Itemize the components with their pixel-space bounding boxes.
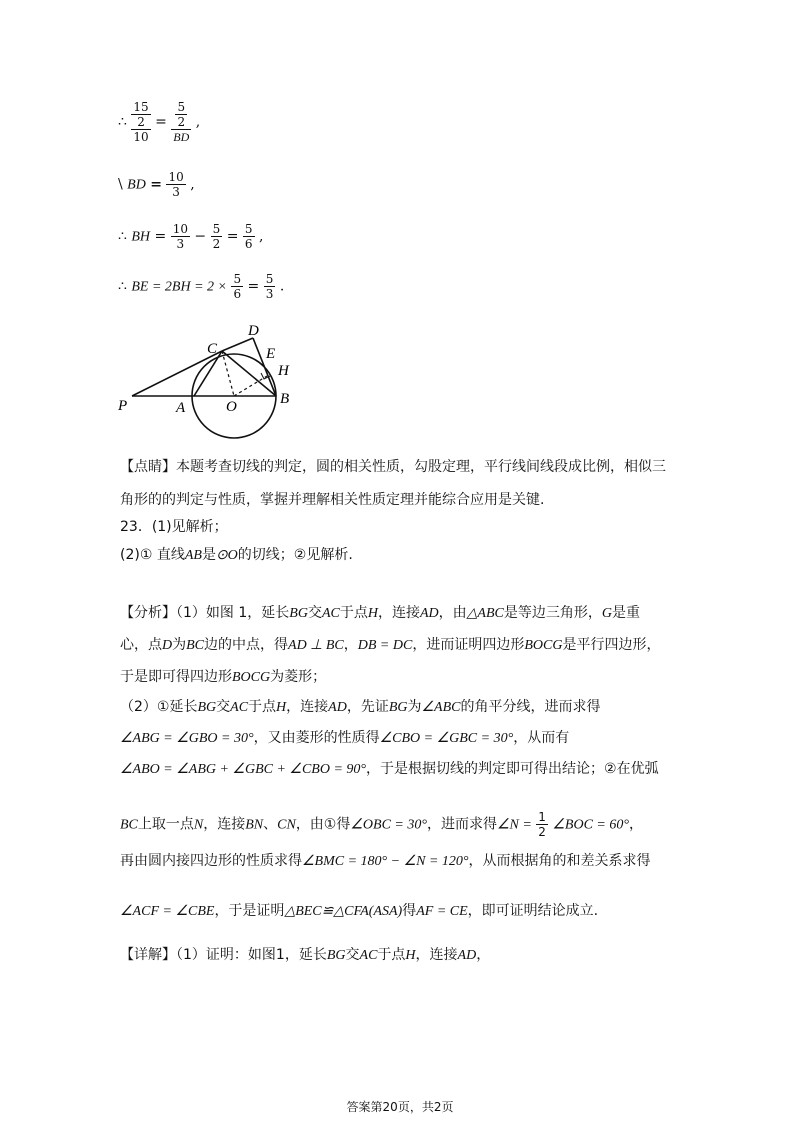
- label-H: H: [278, 363, 289, 379]
- comment-line-2: 角形的的判定与性质，掌握并理解相关性质定理并能综合应用是关键.: [120, 492, 545, 508]
- page-footer: 答案第20页，共2页: [346, 1100, 454, 1114]
- fraction: $\frac{\frac{15}{2}}{10}$: [133, 100, 149, 144]
- geometry-figure: [110, 318, 310, 446]
- analysis-line-2: 心，点D为BC边的中点，得AD ⊥ BC，DB = DC，进而证明四边形BOCG是平行四边形，: [120, 637, 661, 653]
- label-D: D: [248, 323, 259, 339]
- analysis-line-3: 于是即可得四边形BOCG为菱形；: [120, 669, 327, 685]
- equation-line-1: ∴ $\frac{\frac{15}{2}}{10}$ = $\frac{\frac{5}{2}}{BD}$ ,: [118, 100, 201, 144]
- label-P: P: [118, 398, 128, 414]
- equation-line-2: \ BD = $\frac{10}{3}$ ,: [118, 170, 195, 199]
- comment-line-1: 【点睛】本题考查切线的判定，圆的相关性质，勾股定理，平行线间线段成比例，相似三: [120, 459, 666, 475]
- analysis-line-6: ∠ABO = ∠ABG + ∠GBC + ∠CBO = 90°，于是根据切线的判定即可得出结论；②在优弧: [120, 761, 659, 777]
- dashed-CO: [222, 351, 234, 396]
- analysis-line-8: 再由圆内接四边形的性质求得∠BMC = 180° − ∠N = 120°，从而根据角的和差关系求得: [120, 853, 651, 869]
- analysis-line-5: ∠ABG = ∠GBO = 30°，又由菱形的性质得∠CBO = ∠GBC = 30°，从而有: [120, 730, 570, 746]
- label-B: B: [280, 391, 290, 407]
- label-O: O: [226, 399, 237, 415]
- equation-line-3: ∴ BH = $\frac{10}{3}$ − $\frac{5}{2}$ = $\frac{5}{6}$ ,: [118, 222, 264, 251]
- label-E: E: [266, 346, 276, 362]
- detail-line-1: 【详解】（1）证明：如图1，延长BG交AC于点H，连接AD，: [120, 947, 491, 963]
- analysis-line-4: （2）①延长BG交AC于点H，连接AD，先证BG为∠ABC的角平分线，进而求得: [120, 699, 601, 715]
- fraction: $\frac{\frac{5}{2}}{BD}$: [173, 100, 190, 144]
- q23-line-2: (2)① 直线AB是⊙O的切线；②见解析.: [120, 547, 353, 563]
- q23-line-1: 23．(1)见解析；: [120, 519, 228, 535]
- label-C: C: [207, 341, 218, 357]
- equation-line-4: ∴ BE = 2BH = 2 × $\frac{5}{6}$ = $\frac{5}{3}$ .: [118, 272, 285, 301]
- analysis-line-9: ∠ACF = ∠CBE，于是证明△BEC≌△CFA(ASA)得AF = CE，即可证明结论成立.: [120, 903, 599, 919]
- analysis-line-7: BC上取一点N，连接BN、CN，由①得∠OBC = 30°，进而求得∠N = $\frac{1}{2}$ ∠BOC = 60°，: [120, 810, 643, 839]
- label-A: A: [176, 400, 186, 416]
- dashed-OH: [234, 376, 267, 396]
- line-CD: [222, 338, 253, 351]
- analysis-line-1: 【分析】（1）如图 1，延长BG交AC于点H，连接AD，由△ABC是等边三角形，G是重: [120, 605, 640, 621]
